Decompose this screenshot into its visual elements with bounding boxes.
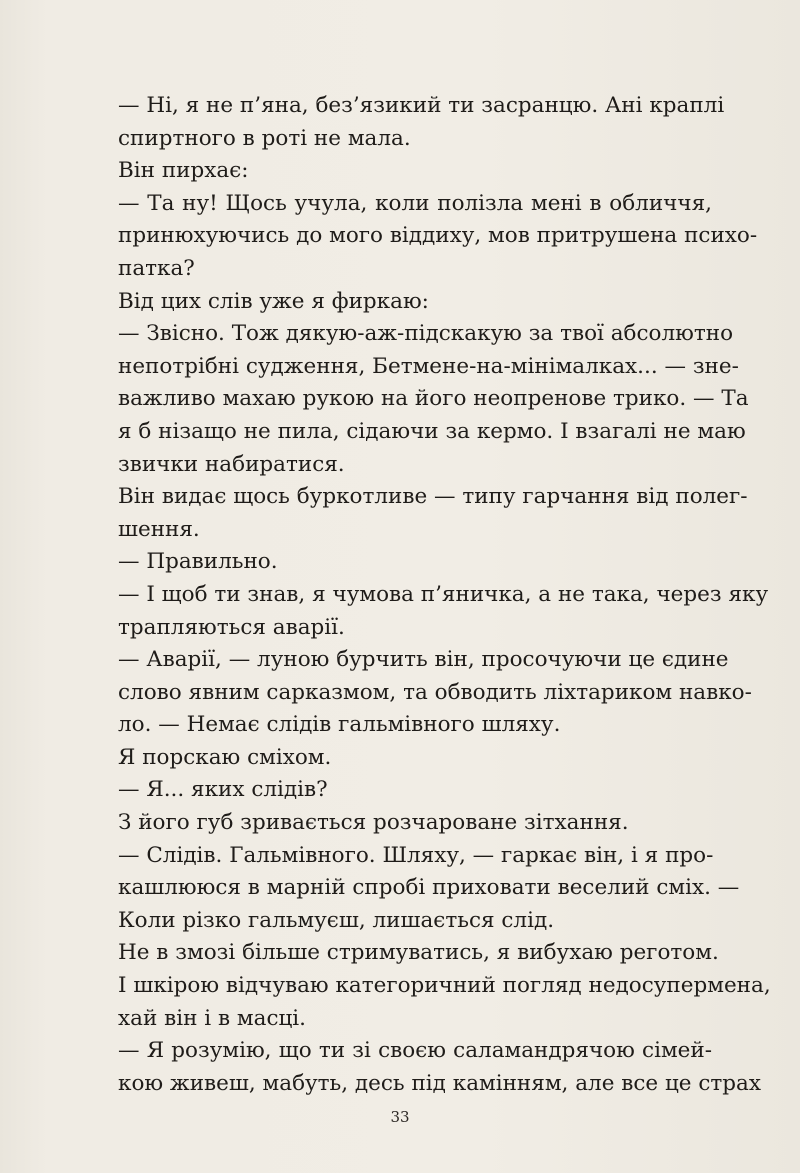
- text-line: — Звісно. Тож дякую-аж-підскакую за твої абсолютно: [118, 321, 734, 347]
- text-line: кою живеш, мабуть, десь під камінням, але все це страх: [118, 1070, 761, 1096]
- text-line: — Я розумію, що ти зі своєю саламандрячою сімей-: [118, 1038, 712, 1064]
- text-line: звички набиратися.: [118, 451, 345, 477]
- text-line: Я порскаю сміхом.: [118, 744, 332, 770]
- page-number: 33: [390, 1108, 410, 1126]
- text-line: непотрібні судження, Бетмене-на-мінімалках... — зне-: [118, 353, 739, 379]
- text-line: трапляються аварії.: [118, 614, 345, 640]
- text-line: кашлююся в марній спробі приховати веселий сміх. —: [118, 875, 740, 901]
- text-line: я б нізащо не пила, сідаючи за кермо. І взагалі не маю: [118, 418, 746, 444]
- text-line: патка?: [118, 255, 195, 281]
- text-line: — І щоб ти знав, я чумова п’яничка, а не така, через яку: [118, 581, 769, 607]
- text-line: хай він і в масці.: [118, 1005, 307, 1031]
- text-line: — Я... яких слідів?: [118, 777, 328, 803]
- text-line: Він пирхає:: [118, 158, 249, 184]
- text-line: — Та ну! Щось учула, коли полізла мені в обличчя,: [118, 190, 712, 216]
- text-line: Він видає щось буркотливе — типу гарчання від полег-: [118, 484, 748, 510]
- text-line: ло. — Немає слідів гальмівного шляху.: [118, 712, 561, 738]
- text-line: Коли різко гальмуєш, лишається слід.: [118, 907, 555, 933]
- text-line: важливо махаю рукою на його неопренове трико. — Та: [118, 386, 749, 412]
- text-line: шення.: [118, 516, 200, 542]
- text-line: принюхуючись до мого віддиху, мов притрушена психо-: [118, 223, 758, 249]
- text-line: І шкірою відчуваю категоричний погляд недосупермена,: [118, 973, 771, 999]
- text-line: — Слідів. Гальмівного. Шляху, — гаркає він, і я про-: [118, 842, 714, 868]
- text-line: спиртного в роті не мала.: [118, 125, 411, 151]
- text-line: З його губ зривається розчароване зітхання.: [118, 810, 629, 836]
- text-line: — Правильно.: [118, 549, 278, 575]
- text-line: Не в змозі більше стримуватись, я вибухаю реготом.: [118, 940, 719, 966]
- text-line: Від цих слів уже я фиркаю:: [118, 288, 429, 314]
- text-line: — Ні, я не п’яна, без’язикий ти засранцю. Ані краплі: [118, 93, 725, 118]
- body-text: [118, 90, 771, 1100]
- text-line: — Аварії, — луною бурчить він, просочуючи це єдине: [118, 647, 729, 673]
- text-line: слово явним сарказмом, та обводить ліхтариком навко-: [118, 679, 752, 705]
